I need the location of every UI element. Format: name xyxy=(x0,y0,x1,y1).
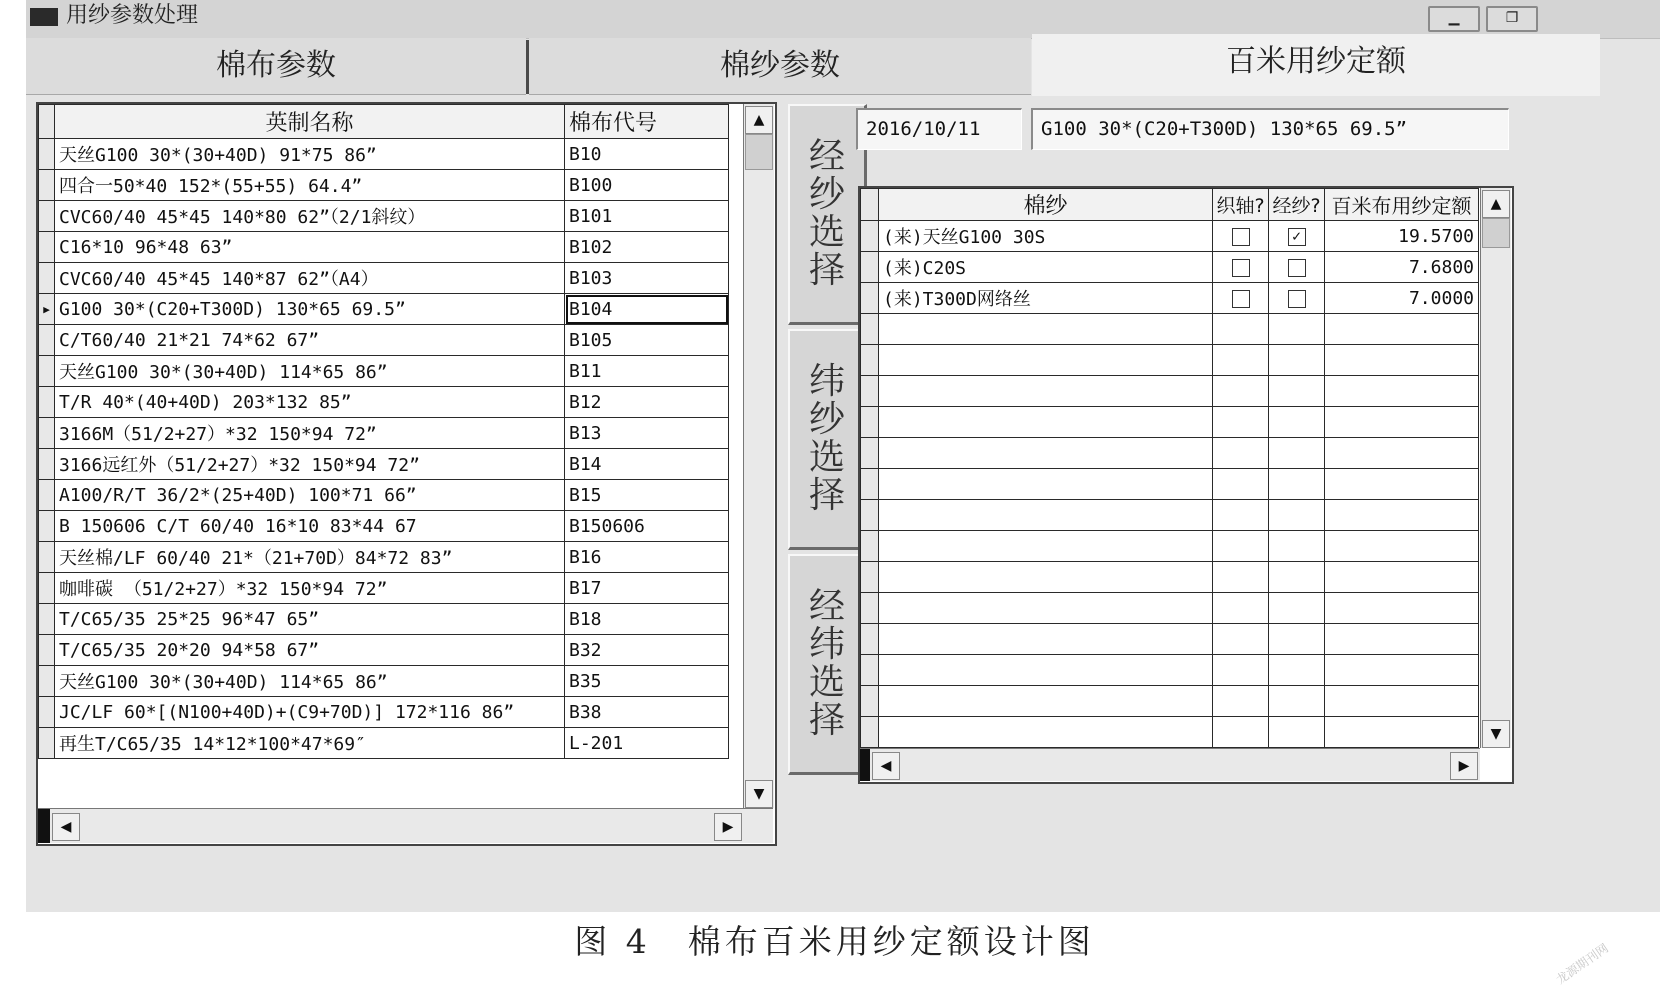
table-row[interactable] xyxy=(39,542,729,573)
fabric-name-cell[interactable]: 咖啡碳 （51/2+27）*32 150*94 72” xyxy=(55,573,565,604)
empty-cell[interactable] xyxy=(1325,562,1479,593)
row-indicator[interactable] xyxy=(861,252,879,283)
empty-cell[interactable] xyxy=(1325,655,1479,686)
window-title: 用纱参数处理 xyxy=(66,3,199,28)
fabric-name-cell[interactable]: 天丝G100 30*(30+40D) 91*75 86” xyxy=(55,139,565,170)
fabric-name-cell[interactable]: CVC60/40 45*45 140*80 62”（2/1斜纹） xyxy=(55,201,565,232)
table-row[interactable] xyxy=(39,418,729,449)
empty-cell[interactable] xyxy=(879,376,1213,407)
yarn-grid xyxy=(858,186,1514,784)
scroll-right-icon[interactable]: ▶ xyxy=(1450,752,1478,780)
column-header-warp[interactable]: 经纱? xyxy=(1269,189,1325,221)
warp-cell xyxy=(1269,283,1325,314)
empty-cell[interactable] xyxy=(1325,593,1479,624)
warp-checkbox[interactable] xyxy=(1288,259,1306,277)
empty-cell[interactable] xyxy=(1213,686,1269,717)
empty-cell[interactable] xyxy=(1269,562,1325,593)
empty-row[interactable] xyxy=(861,717,1479,748)
figure-caption: 图 4 棉布百米用纱定额设计图 xyxy=(574,922,1095,961)
fabric-code-cell[interactable]: B32 xyxy=(565,635,729,666)
row-indicator[interactable] xyxy=(39,511,55,542)
row-indicator[interactable] xyxy=(39,542,55,573)
empty-cell[interactable] xyxy=(861,345,879,376)
empty-cell[interactable] xyxy=(861,314,879,345)
empty-cell[interactable] xyxy=(1325,469,1479,500)
empty-row[interactable] xyxy=(861,686,1479,717)
row-indicator[interactable] xyxy=(39,418,55,449)
empty-cell[interactable] xyxy=(879,469,1213,500)
fabric-code-cell[interactable]: B10 xyxy=(565,139,729,170)
empty-cell[interactable] xyxy=(1213,624,1269,655)
empty-cell[interactable] xyxy=(1269,500,1325,531)
scroll-thumb[interactable] xyxy=(1482,218,1510,248)
fabric-code-cell[interactable]: B105 xyxy=(565,325,729,356)
empty-cell[interactable] xyxy=(1213,407,1269,438)
table-row[interactable] xyxy=(39,697,729,728)
empty-cell[interactable] xyxy=(879,438,1213,469)
empty-cell[interactable] xyxy=(879,500,1213,531)
row-indicator[interactable] xyxy=(861,221,879,252)
empty-cell[interactable] xyxy=(879,655,1213,686)
fabric-code-cell[interactable]: B103 xyxy=(565,263,729,294)
fabric-name-cell[interactable]: T/R 40*(40+40D) 203*132 85” xyxy=(55,387,565,418)
fabric-name-cell[interactable]: 四合一50*40 152*(55+55) 64.4” xyxy=(55,170,565,201)
table-row[interactable] xyxy=(39,170,729,201)
beam-cell xyxy=(1213,221,1269,252)
scroll-up-icon[interactable]: ▲ xyxy=(1482,190,1510,218)
weft-yarn-select-button[interactable] xyxy=(788,329,867,550)
table-row[interactable] xyxy=(39,356,729,387)
empty-row[interactable] xyxy=(861,376,1479,407)
empty-cell[interactable] xyxy=(879,345,1213,376)
fabric-name-cell[interactable]: T/C65/35 20*20 94*58 67” xyxy=(55,635,565,666)
empty-row[interactable] xyxy=(861,314,1479,345)
scroll-right-icon[interactable]: ▶ xyxy=(714,813,742,841)
fabric-code-cell[interactable]: B101 xyxy=(565,201,729,232)
fabric-name-cell[interactable]: 3166远红外（51/2+27）*32 150*94 72” xyxy=(55,449,565,480)
row-indicator-header xyxy=(39,105,55,139)
fabric-name-cell[interactable]: G100 30*(C20+T300D) 130*65 69.5” xyxy=(55,294,565,325)
beam-checkbox[interactable] xyxy=(1232,259,1250,277)
empty-cell[interactable] xyxy=(861,531,879,562)
fabric-name-cell[interactable]: CVC60/40 45*45 140*87 62”（A4） xyxy=(55,263,565,294)
fabric-code-cell[interactable]: B15 xyxy=(565,480,729,511)
fabric-code-cell[interactable]: B13 xyxy=(565,418,729,449)
empty-cell[interactable] xyxy=(1269,407,1325,438)
yarn-quota-cell[interactable]: 7.0000 xyxy=(1325,283,1479,314)
empty-cell[interactable] xyxy=(879,314,1213,345)
empty-cell[interactable] xyxy=(861,655,879,686)
table-row[interactable] xyxy=(39,480,729,511)
button-char: 选 xyxy=(808,662,845,703)
empty-cell[interactable] xyxy=(879,624,1213,655)
empty-cell[interactable] xyxy=(1325,438,1479,469)
row-indicator[interactable] xyxy=(39,201,55,232)
empty-row[interactable] xyxy=(861,624,1479,655)
table-row[interactable] xyxy=(861,283,1479,314)
empty-cell[interactable] xyxy=(861,624,879,655)
button-char: 经 xyxy=(808,136,845,177)
fabric-vertical-scrollbar[interactable] xyxy=(743,104,774,808)
table-row[interactable] xyxy=(39,728,729,759)
empty-cell[interactable] xyxy=(861,500,879,531)
empty-cell[interactable] xyxy=(1213,469,1269,500)
empty-row[interactable] xyxy=(861,655,1479,686)
fabric-code-cell[interactable]: B18 xyxy=(565,604,729,635)
table-row[interactable] xyxy=(39,232,729,263)
fabric-code-cell[interactable]: B102 xyxy=(565,232,729,263)
row-indicator[interactable] xyxy=(39,573,55,604)
table-row[interactable] xyxy=(39,449,729,480)
scroll-thumb[interactable] xyxy=(745,134,773,170)
scroll-down-icon[interactable]: ▼ xyxy=(1482,720,1510,748)
empty-row[interactable] xyxy=(861,407,1479,438)
empty-cell[interactable] xyxy=(861,438,879,469)
row-indicator[interactable] xyxy=(39,728,55,759)
watermark: 龙源期刊网 xyxy=(1553,940,1611,987)
beam-checkbox[interactable] xyxy=(1232,290,1250,308)
fabric-name-cell[interactable]: 天丝G100 30*(30+40D) 114*65 86” xyxy=(55,666,565,697)
date-field[interactable]: 2016/10/11 xyxy=(856,108,1022,150)
yarn-name-cell[interactable]: (来)T300D网络丝 xyxy=(879,283,1213,314)
scroll-down-icon[interactable]: ▼ xyxy=(745,780,773,808)
empty-cell[interactable] xyxy=(1213,531,1269,562)
warp-cell xyxy=(1269,252,1325,283)
scroll-left-icon[interactable]: ◀ xyxy=(52,813,80,841)
minimize-button[interactable]: ▁ xyxy=(1428,6,1480,32)
yarn-name-cell[interactable]: (来)C20S xyxy=(879,252,1213,283)
yarn-name-cell[interactable]: (来)天丝G100 30S xyxy=(879,221,1213,252)
table-row[interactable] xyxy=(39,325,729,356)
beam-checkbox[interactable] xyxy=(1232,228,1250,246)
yarn-quota-cell[interactable]: 7.6800 xyxy=(1325,252,1479,283)
column-header-fabric-code[interactable]: 棉布代号 xyxy=(565,105,729,139)
row-indicator[interactable] xyxy=(39,697,55,728)
fabric-grid xyxy=(36,102,777,846)
button-char: 选 xyxy=(808,212,845,253)
empty-cell[interactable] xyxy=(879,531,1213,562)
table-row[interactable] xyxy=(39,666,729,697)
row-indicator[interactable] xyxy=(39,139,55,170)
current-row-pointer-icon[interactable]: ▶ xyxy=(39,294,55,325)
empty-row[interactable] xyxy=(861,562,1479,593)
warp-checkbox[interactable] xyxy=(1288,290,1306,308)
fabric-code-cell[interactable]: B104 xyxy=(565,294,729,325)
fabric-name-cell[interactable]: 再生T/C65/35 14*12*100*47*69″ xyxy=(55,728,565,759)
row-indicator[interactable] xyxy=(39,232,55,263)
table-row[interactable] xyxy=(39,294,729,325)
empty-cell[interactable] xyxy=(1325,717,1479,748)
empty-cell[interactable] xyxy=(879,686,1213,717)
empty-cell[interactable] xyxy=(861,593,879,624)
empty-cell[interactable] xyxy=(1325,407,1479,438)
empty-cell[interactable] xyxy=(861,562,879,593)
empty-row[interactable] xyxy=(861,500,1479,531)
row-indicator[interactable] xyxy=(39,170,55,201)
button-char: 纱 xyxy=(808,399,845,440)
yarn-horizontal-scrollbar[interactable] xyxy=(860,748,1480,781)
row-indicator[interactable] xyxy=(39,666,55,697)
fabric-horizontal-scrollbar[interactable] xyxy=(38,808,773,843)
empty-cell[interactable] xyxy=(1269,655,1325,686)
empty-cell[interactable] xyxy=(1325,531,1479,562)
beam-cell xyxy=(1213,252,1269,283)
empty-cell[interactable] xyxy=(1325,500,1479,531)
empty-cell[interactable] xyxy=(861,686,879,717)
app-icon xyxy=(30,8,58,26)
fabric-name-cell[interactable]: B 150606 C/T 60/40 16*10 83*44 67 xyxy=(55,511,565,542)
empty-cell[interactable] xyxy=(1213,345,1269,376)
row-indicator[interactable] xyxy=(39,356,55,387)
fabric-name-field[interactable]: G100 30*(C20+T300D) 130*65 69.5” xyxy=(1031,108,1509,150)
empty-cell[interactable] xyxy=(1269,438,1325,469)
empty-cell[interactable] xyxy=(1325,376,1479,407)
empty-cell[interactable] xyxy=(1269,686,1325,717)
fabric-code-cell[interactable]: B17 xyxy=(565,573,729,604)
table-row[interactable] xyxy=(861,252,1479,283)
column-header-yarn[interactable]: 棉纱 xyxy=(879,189,1213,221)
empty-cell[interactable] xyxy=(1213,655,1269,686)
table-row[interactable] xyxy=(39,511,729,542)
fabric-name-cell[interactable]: 天丝G100 30*(30+40D) 114*65 86” xyxy=(55,356,565,387)
button-char: 择 xyxy=(808,700,845,741)
warp-checkbox[interactable]: ✓ xyxy=(1288,228,1306,246)
empty-cell[interactable] xyxy=(1269,376,1325,407)
row-indicator-header xyxy=(861,189,879,221)
yarn-quota-cell[interactable]: 19.5700 xyxy=(1325,221,1479,252)
empty-cell[interactable] xyxy=(879,717,1213,748)
fabric-code-cell[interactable]: B35 xyxy=(565,666,729,697)
empty-cell[interactable] xyxy=(861,407,879,438)
empty-cell[interactable] xyxy=(879,407,1213,438)
empty-cell[interactable] xyxy=(1269,469,1325,500)
fabric-name-cell[interactable]: 3166M（51/2+27）*32 150*94 72” xyxy=(55,418,565,449)
restore-button[interactable]: ❐ xyxy=(1486,6,1538,32)
table-row[interactable] xyxy=(39,387,729,418)
fabric-name-cell[interactable]: C16*10 96*48 63” xyxy=(55,232,565,263)
empty-row[interactable] xyxy=(861,531,1479,562)
scroll-left-icon[interactable]: ◀ xyxy=(872,752,900,780)
button-char: 纱 xyxy=(808,174,845,215)
button-char: 择 xyxy=(808,475,845,516)
empty-cell[interactable] xyxy=(1269,717,1325,748)
column-header-beam[interactable]: 织轴? xyxy=(1213,189,1269,221)
empty-cell[interactable] xyxy=(1213,314,1269,345)
table-row[interactable] xyxy=(39,201,729,232)
fabric-code-cell[interactable]: B150606 xyxy=(565,511,729,542)
fabric-table xyxy=(38,104,729,759)
button-char: 纬 xyxy=(808,361,845,402)
tab-yarn-quota[interactable]: 百米用纱定额 xyxy=(1032,34,1600,96)
fabric-code-cell[interactable]: B11 xyxy=(565,356,729,387)
fabric-code-cell[interactable]: B12 xyxy=(565,387,729,418)
table-row[interactable] xyxy=(39,604,729,635)
empty-cell[interactable] xyxy=(1213,438,1269,469)
table-row[interactable] xyxy=(39,263,729,294)
yarn-table xyxy=(860,188,1479,748)
empty-cell[interactable] xyxy=(879,593,1213,624)
row-indicator[interactable] xyxy=(39,480,55,511)
fabric-code-cell[interactable]: B100 xyxy=(565,170,729,201)
empty-cell[interactable] xyxy=(1213,717,1269,748)
fabric-code-cell[interactable]: B14 xyxy=(565,449,729,480)
empty-cell[interactable] xyxy=(1269,593,1325,624)
empty-cell[interactable] xyxy=(1269,314,1325,345)
empty-cell[interactable] xyxy=(1213,500,1269,531)
row-indicator[interactable] xyxy=(39,449,55,480)
app-window xyxy=(26,0,1660,912)
fabric-name-cell[interactable]: A100/R/T 36/2*(25+40D) 100*71 66” xyxy=(55,480,565,511)
fabric-code-cell[interactable]: B38 xyxy=(565,697,729,728)
row-indicator[interactable] xyxy=(39,604,55,635)
row-indicator[interactable] xyxy=(39,387,55,418)
row-indicator[interactable] xyxy=(39,325,55,356)
row-indicator[interactable] xyxy=(861,283,879,314)
fabric-code-cell[interactable]: B16 xyxy=(565,542,729,573)
button-char: 选 xyxy=(808,437,845,478)
empty-cell[interactable] xyxy=(1325,314,1479,345)
row-indicator[interactable] xyxy=(39,263,55,294)
beam-cell xyxy=(1213,283,1269,314)
table-row[interactable] xyxy=(39,139,729,170)
empty-cell[interactable] xyxy=(861,376,879,407)
empty-cell[interactable] xyxy=(1269,531,1325,562)
warp-weft-select-button[interactable] xyxy=(788,554,867,775)
column-header-english-name[interactable]: 英制名称 xyxy=(55,105,565,139)
empty-cell[interactable] xyxy=(1213,593,1269,624)
empty-cell[interactable] xyxy=(1269,345,1325,376)
fabric-code-cell[interactable]: L-201 xyxy=(565,728,729,759)
empty-row[interactable] xyxy=(861,469,1479,500)
fabric-name-cell[interactable]: C/T60/40 21*21 74*62 67” xyxy=(55,325,565,356)
tab-fabric-params[interactable]: 棉布参数 xyxy=(26,38,526,95)
fabric-name-cell[interactable]: 天丝棉/LF 60/40 21*（21+70D）84*72 83” xyxy=(55,542,565,573)
empty-row[interactable] xyxy=(861,345,1479,376)
fabric-name-cell[interactable]: T/C65/35 25*25 96*47 65” xyxy=(55,604,565,635)
scrollbar-marker xyxy=(38,809,50,843)
yarn-vertical-scrollbar[interactable] xyxy=(1480,188,1511,748)
button-char: 经 xyxy=(808,586,845,627)
column-header-quota[interactable]: 百米布用纱定额 xyxy=(1325,189,1479,221)
warp-cell xyxy=(1269,221,1325,252)
scroll-up-icon[interactable]: ▲ xyxy=(745,106,773,134)
empty-cell[interactable] xyxy=(1325,686,1479,717)
row-indicator[interactable] xyxy=(39,635,55,666)
table-row[interactable] xyxy=(39,573,729,604)
empty-row[interactable] xyxy=(861,438,1479,469)
table-row[interactable] xyxy=(861,221,1479,252)
table-row[interactable] xyxy=(39,635,729,666)
empty-cell[interactable] xyxy=(879,562,1213,593)
empty-cell[interactable] xyxy=(1325,624,1479,655)
empty-cell[interactable] xyxy=(1213,376,1269,407)
scrollbar-marker xyxy=(860,749,870,781)
empty-cell[interactable] xyxy=(1325,345,1479,376)
fabric-name-cell[interactable]: JC/LF 60*[(N100+40D)+(C9+70D)] 172*116 86” xyxy=(55,697,565,728)
button-char: 纬 xyxy=(808,624,845,665)
empty-row[interactable] xyxy=(861,593,1479,624)
empty-cell[interactable] xyxy=(861,717,879,748)
empty-cell[interactable] xyxy=(1269,624,1325,655)
empty-cell[interactable] xyxy=(1213,562,1269,593)
button-char: 择 xyxy=(808,250,845,291)
empty-cell[interactable] xyxy=(861,469,879,500)
tab-yarn-params[interactable]: 棉纱参数 xyxy=(529,38,1031,95)
